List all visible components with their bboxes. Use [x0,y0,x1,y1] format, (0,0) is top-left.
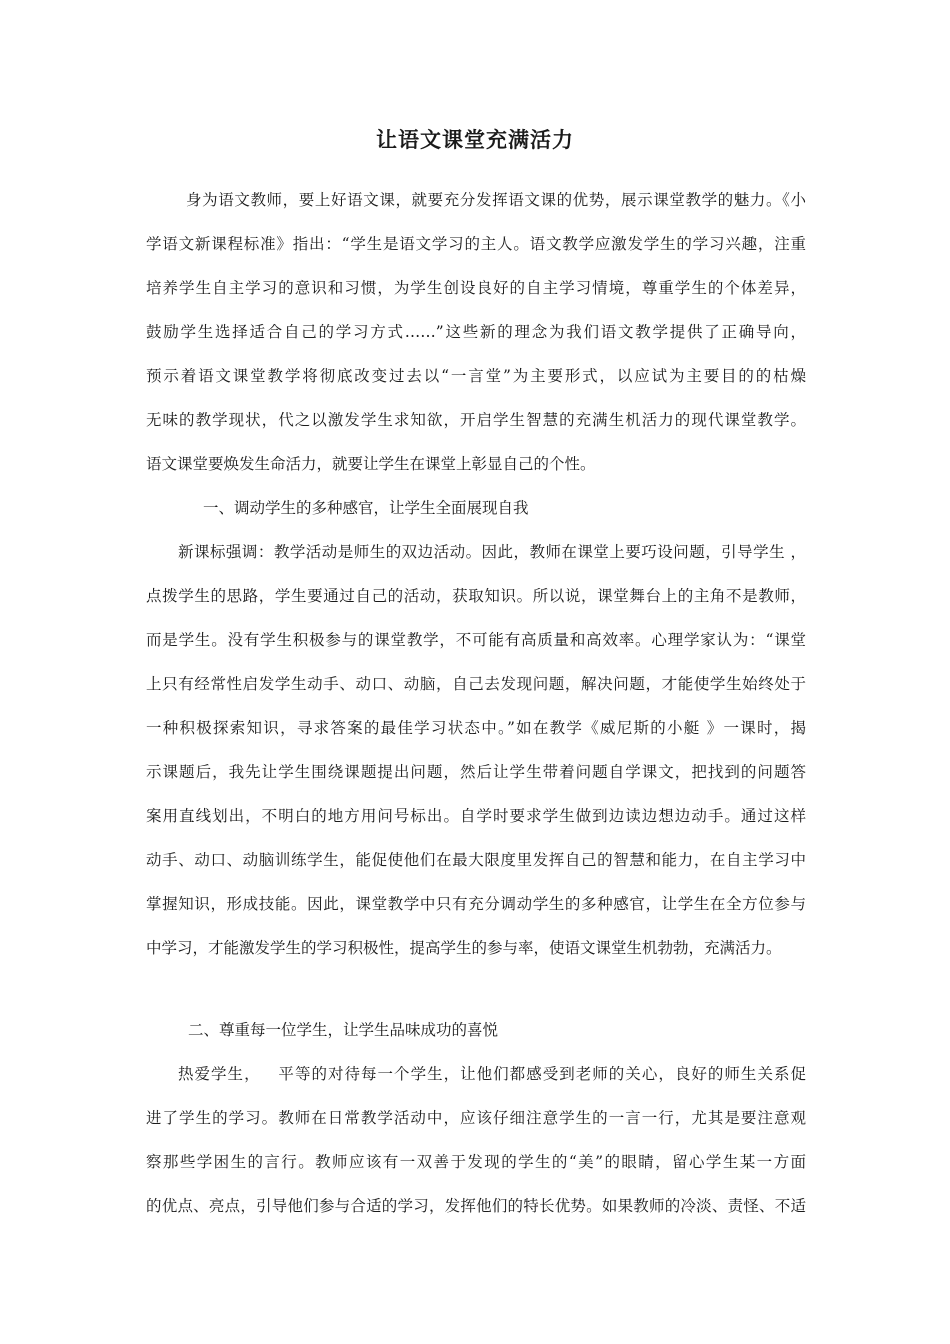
paragraph-line: 案用直线划出，不明白的地方用问号标出。自学时要求学生做到边读边想边动手。通过这样 [146,807,806,825]
paragraph-line: 鼓励学生选择适合自己的学习方式……”这些新的理念为我们语文教学提供了正确导向， [146,323,806,341]
paragraph-line: 语文课堂要焕发生命活力，就要让学生在课堂上彰显自己的个性。 [146,455,596,473]
paragraph-line: 无味的教学现状，代之以激发学生求知欲，开启学生智慧的充满生机活力的现代课堂教学。 [146,411,806,429]
paragraph-line: 而是学生。没有学生积极参与的课堂教学，不可能有高质量和高效率。心理学家认为：“课堂 [146,631,806,649]
paragraph-line: 培养学生自主学习的意识和习惯，为学生创设良好的自主学习情境，尊重学生的个体差异， [146,279,806,297]
paragraph-line: 新课标强调：教学活动是师生的双边活动。因此，教师在课堂上要巧设问题，引导学生 ， [178,543,806,561]
paragraph-line: 中学习，才能激发学生的学习积极性，提高学生的参与率，使语文课堂生机勃勃，充满活力。 [146,939,782,957]
paragraph-line: 预示着语文课堂教学将彻底改变过去以“一言堂”为主要形式，以应试为主要目的的枯燥 [146,367,806,385]
paragraph-line: 上只有经常性启发学生动手、动口、动脑，自己去发现问题，解决问题，才能使学生始终处于 [146,675,806,693]
paragraph-line: 进了学生的学习。教师在日常教学活动中，应该仔细注意学生的一言一行，尤其是要注意观 [146,1109,806,1127]
paragraph-line: 点拨学生的思路，学生要通过自己的活动，获取知识。所以说，课堂舞台上的主角不是教师， [146,587,806,605]
paragraph-line: 示课题后，我先让学生围绕课题提出问题，然后让学生带着问题自学课文，把找到的问题答 [146,763,806,781]
paragraph-line: 一种积极探索知识，寻求答案的最佳学习状态中。”如在教学《威尼斯的小艇 》一课时，揭 [146,719,806,737]
paragraph-line: 掌握知识，形成技能。因此，课堂教学中只有充分调动学生的多种感官，让学生在全方位参与 [146,895,806,913]
paragraph-line: 学语文新课程标准》指出：“学生是语文学习的主人。语文教学应激发学生的学习兴趣，注重 [146,235,806,253]
paragraph-line: 察那些学困生的言行。教师应该有一双善于发现的学生的“美”的眼睛，留心学生某一方面 [146,1153,806,1171]
paragraph-line: 身为语文教师，要上好语文课，就要充分发挥语文课的优势，展示课堂教学的魅力。《小 [186,191,806,209]
section-heading: 二、尊重每一位学生，让学生品味成功的喜悦 [188,1021,499,1039]
paragraph-line: 的优点、亮点，引导他们参与合适的学习，发挥他们的特长优势。如果教师的冷淡、责怪、不适 [146,1197,806,1215]
section-heading: 一、调动学生的多种感官，让学生全面展现自我 [203,499,529,517]
paragraph-line: 动手、动口、动脑训练学生，能促使他们在最大限度里发挥自己的智慧和能力，在自主学习中 [146,851,806,869]
document-title: 让语文课堂充满活力 [376,128,574,152]
paragraph-line: 热爱学生， 平等的对待每一个学生，让他们都感受到老师的关心，良好的师生关系促 [178,1065,806,1083]
